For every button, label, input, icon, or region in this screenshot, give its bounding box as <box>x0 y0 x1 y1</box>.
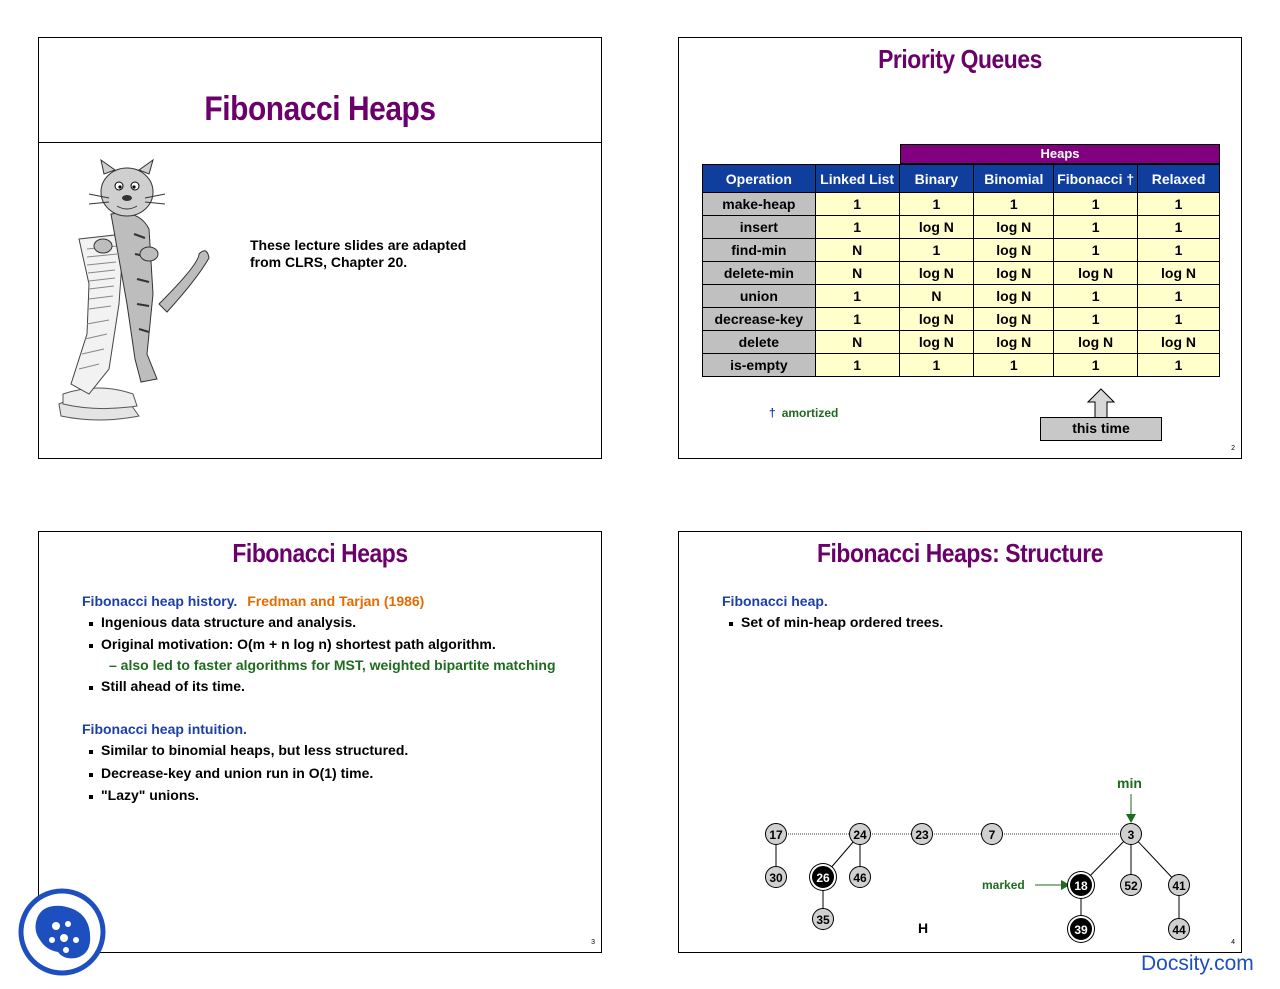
complexity-cell: N <box>815 262 899 285</box>
history-authors: Fredman and Tarjan (1986) <box>247 593 425 609</box>
list-item: Decrease-key and union run in O(1) time. <box>89 765 373 781</box>
column-header: Relaxed <box>1138 165 1220 193</box>
column-header: Fibonacci † <box>1054 165 1138 193</box>
complexity-cell: log N <box>1054 331 1138 354</box>
complexity-cell: log N <box>899 331 974 354</box>
heap-node: 7 <box>981 823 1003 845</box>
operation-cell: delete <box>703 331 816 354</box>
complexity-cell: 1 <box>815 308 899 331</box>
complexity-cell: 1 <box>899 354 974 377</box>
complexity-cell: log N <box>974 262 1054 285</box>
operation-cell: union <box>703 285 816 308</box>
heap-node: 41 <box>1168 874 1190 896</box>
complexity-cell: log N <box>1138 262 1220 285</box>
column-header: Binary <box>899 165 974 193</box>
operation-cell: delete-min <box>703 262 816 285</box>
docsity-logo-icon <box>18 888 106 976</box>
heap-node-min: 3 <box>1120 823 1142 845</box>
list-item: Similar to binomial heaps, but less structured. <box>89 742 408 758</box>
complexity-cell: 1 <box>1054 285 1138 308</box>
complexity-cell: 1 <box>1054 354 1138 377</box>
column-header: Operation <box>703 165 816 193</box>
heap-node-marked: 18 <box>1070 874 1092 896</box>
page-number: 3 <box>591 939 595 946</box>
slide-3 <box>38 531 602 953</box>
complexity-cell: 1 <box>815 216 899 239</box>
dagger-symbol: † <box>769 406 776 420</box>
table-row <box>703 262 1220 285</box>
operation-cell: make-heap <box>703 193 816 216</box>
up-arrow-icon <box>1087 388 1115 420</box>
complexity-cell: 1 <box>815 193 899 216</box>
complexity-cell: 1 <box>974 354 1054 377</box>
tiger-scroll-illustration <box>49 154 219 424</box>
slide-1-title: Fibonacci Heaps <box>204 90 436 128</box>
complexity-cell: log N <box>899 308 974 331</box>
complexity-cell: 1 <box>815 354 899 377</box>
complexity-cell: 1 <box>1138 285 1220 308</box>
complexity-cell: 1 <box>1138 308 1220 331</box>
heaps-group-header: Heaps <box>900 144 1220 164</box>
heap-node: 17 <box>765 823 787 845</box>
amortized-note <box>769 406 838 420</box>
heap-node: 30 <box>765 866 787 888</box>
heap-node-marked: 26 <box>812 866 834 888</box>
adapted-note <box>250 237 466 271</box>
complexity-cell: 1 <box>1054 239 1138 262</box>
adapted-note-line1: These lecture slides are adapted <box>250 237 467 253</box>
this-time-box: this time <box>1040 417 1162 441</box>
complexity-cell: log N <box>899 216 974 239</box>
slide-2 <box>678 37 1242 459</box>
slide-3-title: Fibonacci Heaps <box>232 538 408 568</box>
table-row <box>703 354 1220 377</box>
page-number: 4 <box>1231 939 1235 946</box>
docsity-watermark[interactable]: Docsity.com <box>1141 952 1254 975</box>
intuition-heading: Fibonacci heap intuition. <box>82 721 247 737</box>
complexity-cell: 1 <box>1138 193 1220 216</box>
heap-node: 44 <box>1168 918 1190 940</box>
complexity-cell: log N <box>1054 262 1138 285</box>
heap-node-marked: 39 <box>1070 918 1092 940</box>
heap-node: 35 <box>812 908 834 930</box>
table-row <box>703 216 1220 239</box>
heap-node: 46 <box>849 866 871 888</box>
complexity-cell: 1 <box>1138 239 1220 262</box>
fib-heap-heading: Fibonacci heap. <box>722 593 828 609</box>
complexity-cell: log N <box>974 239 1054 262</box>
complexity-cell: log N <box>974 285 1054 308</box>
history-label: Fibonacci heap history. <box>82 593 238 609</box>
sub-list-item: – also led to faster algorithms for MST, weighted bipartite matching <box>109 657 556 673</box>
complexity-cell: log N <box>899 262 974 285</box>
complexity-cell: 1 <box>974 193 1054 216</box>
list-item: Original motivation: O(m + n log n) shortest path algorithm. <box>89 636 496 652</box>
list-item: "Lazy" unions. <box>89 787 199 803</box>
table-row <box>703 193 1220 216</box>
complexity-cell: 1 <box>1138 216 1220 239</box>
slide-4 <box>678 531 1242 953</box>
table-row <box>703 331 1220 354</box>
complexity-cell: N <box>815 239 899 262</box>
table-row <box>703 239 1220 262</box>
marked-label: marked <box>982 878 1025 892</box>
page-number: 2 <box>1231 445 1235 452</box>
operation-cell: find-min <box>703 239 816 262</box>
table-row <box>703 285 1220 308</box>
list-item: Still ahead of its time. <box>89 678 245 694</box>
heap-node: 24 <box>849 823 871 845</box>
complexity-cell: 1 <box>1054 193 1138 216</box>
complexity-cell: 1 <box>899 239 974 262</box>
complexity-cell: log N <box>1138 331 1220 354</box>
complexity-cell: log N <box>974 216 1054 239</box>
complexity-cell: N <box>815 331 899 354</box>
column-header: Binomial <box>974 165 1054 193</box>
complexity-cell: 1 <box>815 285 899 308</box>
complexity-cell: N <box>899 285 974 308</box>
title-divider <box>39 142 601 143</box>
priority-queue-table <box>702 164 1220 377</box>
slide-4-title: Fibonacci Heaps: Structure <box>816 538 1104 568</box>
complexity-cell: 1 <box>1054 308 1138 331</box>
operation-cell: decrease-key <box>703 308 816 331</box>
complexity-cell: 1 <box>899 193 974 216</box>
complexity-cell: log N <box>974 331 1054 354</box>
table-header-row <box>703 165 1220 193</box>
min-label: min <box>1117 775 1142 791</box>
amortized-label: amortized <box>781 406 839 420</box>
complexity-cell: 1 <box>1054 216 1138 239</box>
complexity-cell: 1 <box>1138 354 1220 377</box>
slide-2-title: Priority Queues <box>878 44 1042 74</box>
column-header: Linked List <box>815 165 899 193</box>
list-item: Ingenious data structure and analysis. <box>89 614 356 630</box>
heap-node: 52 <box>1120 874 1142 896</box>
complexity-cell: log N <box>974 308 1054 331</box>
heap-tree-edges <box>679 532 1243 954</box>
adapted-note-line2: from CLRS, Chapter 20. <box>250 254 408 270</box>
operation-cell: insert <box>703 216 816 239</box>
operation-cell: is-empty <box>703 354 816 377</box>
table-row <box>703 308 1220 331</box>
list-item: Set of min-heap ordered trees. <box>729 614 943 630</box>
heap-node: 23 <box>911 823 933 845</box>
table-body <box>703 193 1220 377</box>
heap-h-label: H <box>918 920 929 936</box>
slide-1 <box>38 37 602 459</box>
history-heading <box>82 593 424 609</box>
